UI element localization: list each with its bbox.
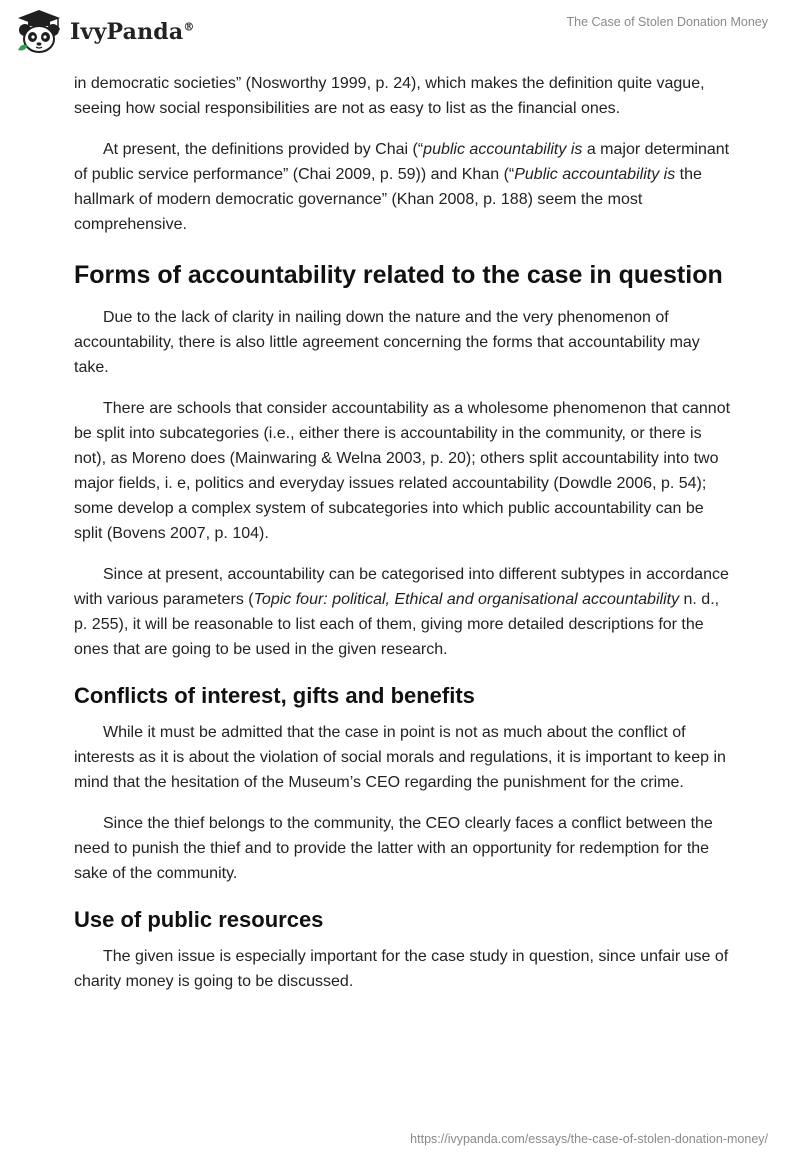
paragraph: The given issue is especially important for the case study in question, since unfair use of charity money is going to be discussed. bbox=[74, 948, 729, 990]
panda-graduate-icon bbox=[14, 8, 64, 56]
essay-body bbox=[74, 71, 734, 1010]
paragraph: While it must be admitted that the case in point is not as much about the conflict of interests as it is about the violation of social morals and regulations, it is important to keep in mind that the hesitation of the Museum’s CEO regarding the punishment for the crime. bbox=[74, 724, 726, 791]
paragraph: There are schools that consider accountability as a wholesome phenomenon that cannot be split into subcategories (i.e., either there is accountability in the community, or there is not), as Moreno does (Mainwaring & Welna 2003, p. 20); others split accountability into two major fields, i. e, politics and everyday issues related accountability (Dowdle 2006, p. 54); some develop a complex system of subcategories into which public accountability can be split (Bovens 2007, p. 104). bbox=[74, 400, 731, 542]
paragraph: in democratic societies” (Nosworthy 1999, p. 24), which makes the definition quite vague, seeing how social responsibilities are not as easy to list as the financial ones. bbox=[74, 75, 705, 117]
paragraph: Since the thief belongs to the community, the CEO clearly faces a conflict between the need to punish the thief and to provide the latter with an opportunity for redemption for the sake of the community. bbox=[74, 815, 713, 882]
page-header bbox=[0, 0, 800, 70]
paragraph: Since at present, accountability can be categorised into different subtypes in accordance with various parameters (Topic four: political, Ethical and organisational accountability n. d., p. 255), it will be reasonable to list each of them, giving more detailed descriptions for the ones that are going to be used in the given research. bbox=[74, 566, 729, 658]
subsection-heading: Conflicts of interest, gifts and benefits bbox=[74, 683, 475, 708]
paragraph: Due to the lack of clarity in nailing down the nature and the very phenomenon of accountability, there is also little agreement concerning the forms that accountability may take. bbox=[74, 309, 700, 376]
section-heading: Forms of accountability related to the case in question bbox=[74, 261, 723, 289]
ivypanda-logo[interactable] bbox=[14, 8, 195, 56]
brand-name: IvyPanda® bbox=[70, 19, 195, 45]
source-url-link[interactable]: https://ivypanda.com/essays/the-case-of-stolen-donation-money/ bbox=[410, 1132, 768, 1146]
paragraph: At present, the definitions provided by Chai (“public accountability is a major determinant of public service performance” (Chai 2009, p. 59)) and Khan (“Public accountability is the hallmark of modern democratic governance” (Khan 2008, p. 188) seem the most comprehensive. bbox=[74, 141, 730, 233]
subsection-heading: Use of public resources bbox=[74, 907, 324, 932]
document-title: The Case of Stolen Donation Money bbox=[566, 15, 768, 29]
